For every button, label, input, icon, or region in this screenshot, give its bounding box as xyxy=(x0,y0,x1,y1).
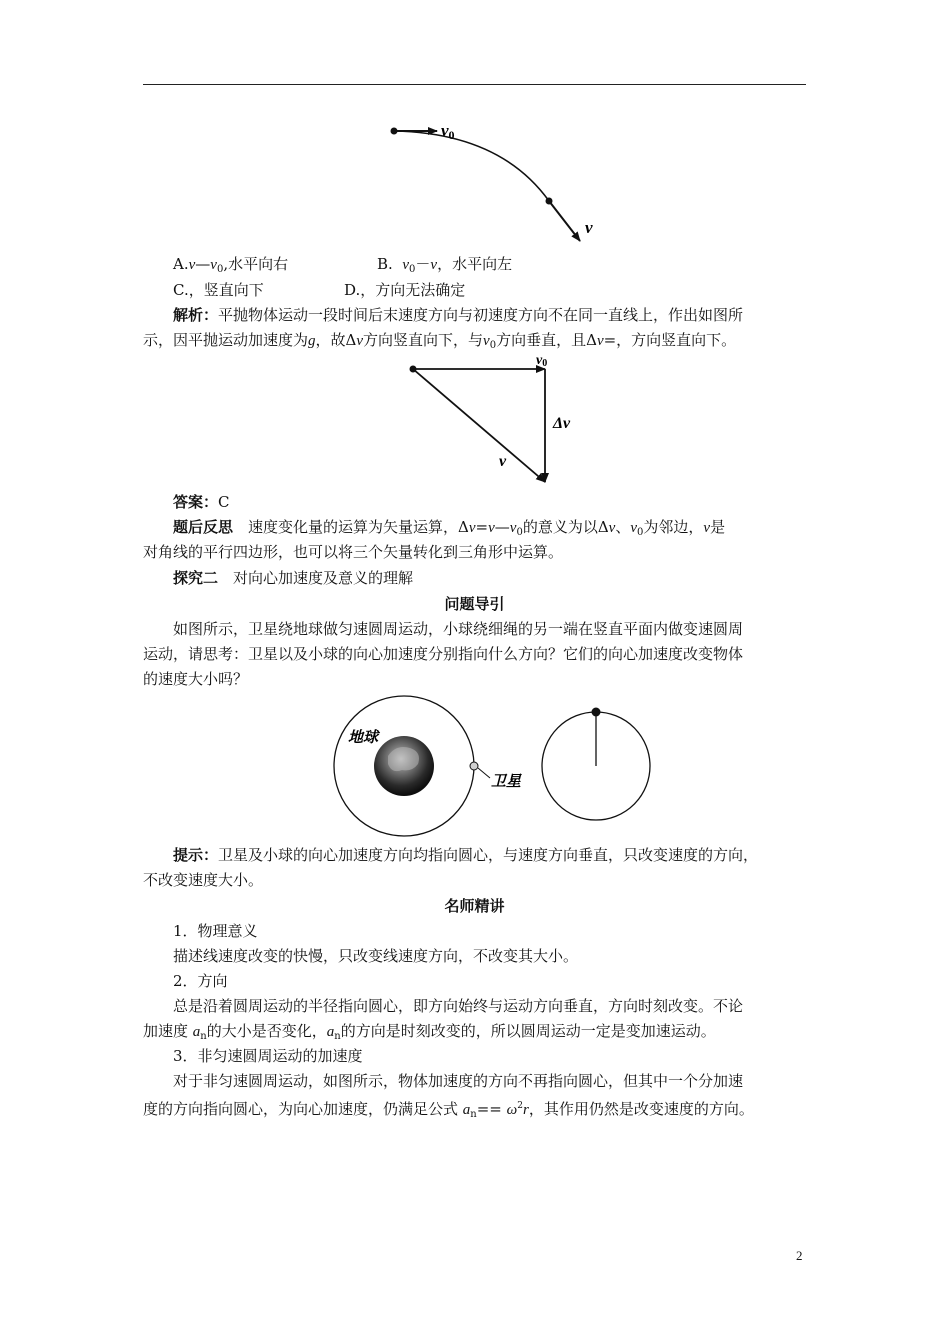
reflection-label: 题后反思 xyxy=(173,518,234,536)
lecture-h3: 3．非匀速圆周运动的加速度 xyxy=(173,1047,363,1065)
fig2-v0-label: v0 xyxy=(536,353,548,369)
satellite xyxy=(470,762,478,770)
v-vector xyxy=(413,369,545,482)
answer-line xyxy=(143,492,806,512)
reflection-line-2: 对角线的平行四边形，也可以将三个矢量转化到三角形中运算。 xyxy=(143,543,564,561)
guide-line-1: 如图所示，卫星绕地球做匀速圆周运动，小球绕细绳的另一端在竖直平面内做变速圆周 xyxy=(173,620,744,638)
reflection-line-1: 题后反思 速度变化量的运算为矢量运算，$\Delta v=v—v_0$的意义为以Δv、$v_0$为邻边，v是 xyxy=(173,518,726,538)
hint-label: 提示： xyxy=(173,846,219,864)
lecture-p3-line-2: 度的方向指向圆心，为向心加速度，仍满足公式 $a_n== \omega^2r$，其作用仍然是改变速度的方向。 xyxy=(143,1100,754,1120)
option-b: B. $v_0-v$，水平向左 xyxy=(377,255,513,275)
fig2-dv-label: Δv xyxy=(553,415,571,432)
answer-value: C xyxy=(218,493,230,511)
guide-heading: 问题导引 xyxy=(444,595,505,613)
option-c: C.，竖直向下 xyxy=(173,281,264,299)
lecture-p3-line-1: 对于非匀速圆周运动，如图所示，物体加速度的方向不再指向圆心，但其中一个分加速 xyxy=(173,1072,744,1090)
v-arrow xyxy=(549,201,580,241)
options-row-2 xyxy=(143,280,806,300)
satellite-label: 卫星 xyxy=(491,772,522,790)
lecture-heading: 名师精讲 xyxy=(444,897,505,915)
lecture-p2-line-1: 总是沿着圆周运动的半径指向圆心，即方向始终与运动方向垂直，方向时刻改变。不论 xyxy=(173,997,744,1015)
option-d: D.，方向无法确定 xyxy=(344,281,466,299)
header-rule xyxy=(143,84,806,85)
hint-line-2: 不改变速度大小。 xyxy=(143,871,264,889)
page-number: 2 xyxy=(796,1248,803,1263)
options-row-1 xyxy=(143,254,806,280)
satellite-leader xyxy=(478,768,490,778)
hint-line-1: 提示：卫星及小球的向心加速度方向均指向圆心，与速度方向垂直，只改变速度的方向， xyxy=(173,846,759,864)
option-a: $A.v—v_0$,水平向右 xyxy=(173,255,289,275)
v0-label: v0 xyxy=(441,121,455,142)
answer-label: 答案： xyxy=(173,493,219,511)
trajectory-curve xyxy=(394,131,549,201)
guide-line-3: 的速度大小吗？ xyxy=(143,670,249,688)
orbit-figure xyxy=(330,700,660,836)
ball xyxy=(592,708,601,717)
vector-triangle-figure xyxy=(405,350,595,490)
section2-title: 探究二 对向心加速度及意义的理解 xyxy=(173,569,414,587)
fig2-v-label: v xyxy=(499,453,507,470)
lecture-h2: 2．方向 xyxy=(173,972,228,990)
guide-line-2: 运动，请思考：卫星以及小球的向心加速度分别指向什么方向？它们的向心加速度改变物体 xyxy=(143,645,744,663)
trajectory-figure xyxy=(385,115,605,245)
analysis-label: 解析： xyxy=(173,306,219,324)
v-label: v xyxy=(585,218,593,237)
lecture-h1: 1．物理意义 xyxy=(173,922,258,940)
analysis-line-1: 解析：平抛物体运动一段时间后末速度方向与初速度方向不在同一直线上，作出如图所 xyxy=(173,306,744,324)
lecture-p1: 描述线速度改变的快慢，只改变线速度方向，不改变其大小。 xyxy=(173,947,579,965)
analysis-line-2: 示，因平抛运动加速度为g，故Δv方向竖直向下，与$v_0$方向垂直，且Δv=，方向竖直向下。 xyxy=(143,331,737,351)
earth-label: 地球 xyxy=(348,728,379,746)
lecture-p2-line-2: 加速度 $a_n$的大小是否变化，$a_n$的方向是时刻改变的，所以圆周运动一定是变加速运动。 xyxy=(143,1022,716,1042)
